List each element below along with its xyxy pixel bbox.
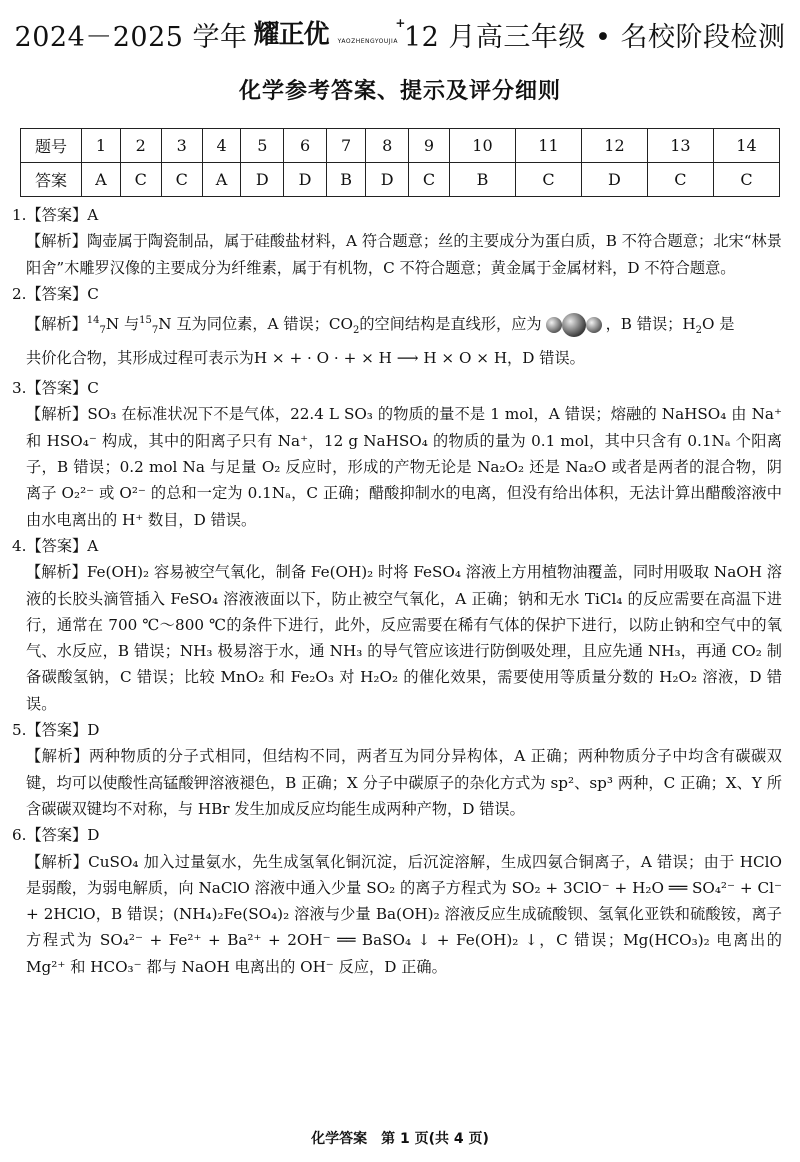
table-cell: 13 [647, 129, 713, 163]
table-cell: 11 [515, 129, 581, 163]
logo-sub-text: YAOZHENGYOUJIA [337, 37, 398, 45]
question-2 [12, 281, 782, 375]
table-cell: 14 [713, 129, 779, 163]
table-cell: B [326, 163, 365, 197]
solutions-body [12, 202, 782, 980]
table-cell: D [241, 163, 284, 197]
atomic-number: 7 [151, 325, 159, 337]
brand-logo [253, 15, 406, 50]
header-year: 2024－2025 学年 [14, 21, 248, 53]
table-cell: D [284, 163, 327, 197]
table-cell: A [202, 163, 241, 197]
explanation: 【解析】CuSO₄ 加入过量氨水，先生成氢氧化铜沉淀，后沉淀溶解，生成四氨合铜离子，A 错误；由于 HClO 是弱酸，为弱电解质，向 NaClO 溶液中通入少量 SO₂ 的离子方程式为 SO₂ + 3ClO⁻ + H₂O ══ SO₄²⁻ + Cl⁻ + 2HClO，B 错误；(NH₄)₂Fe(SO₄)₂ 溶液与少量 Ba(OH)₂ 溶液反应生成硫酸钡、氢氧化亚铁和硫酸铵，离子方程式为 SO₄²⁻ + Fe²⁺ + Ba²⁺ + 2OH⁻ ══ BaSO₄ ↓ + Fe(OH)₂ ↓，C 错误；Mg(HCO₃)₂ 电离出的 Mg²⁺ 和 HCO₃⁻ 都与 NaOH 电离出的 OH⁻ 反应，D 正确。 [26, 852, 782, 976]
table-cell: C [515, 163, 581, 197]
explanation-text: O 是 [701, 315, 735, 334]
explanation-continued: 共价化合物，其形成过程可表示为H × + · O · + × H ⟶ H × O × H，D 错误。 [26, 349, 585, 368]
table-cell: 10 [449, 129, 515, 163]
answer-table [20, 128, 780, 197]
answer-line: 3.【答案】C [12, 379, 99, 398]
table-cell: 5 [241, 129, 284, 163]
table-cell: D [581, 163, 647, 197]
table-cell: 1 [82, 129, 121, 163]
explanation-text: N 与 [105, 315, 140, 334]
table-cell: 3 [161, 129, 202, 163]
explanation: 【解析】SO₃ 在标准状况下不是气体，22.4 L SO₃ 的物质的量不是 1 mol，A 错误；熔融的 NaHSO₄ 由 Na⁺ 和 HSO₄⁻ 构成，其中的阳离子只有 Na⁺，12 g NaHSO₄ 的物质的量为 0.1 mol，其中只含有 0.1Nₐ 个阳离子，B 错误；0.2 mol Na 与足量 O₂ 反应时，形成的产物无论是 Na₂O₂ 还是 Na₂O 或者是两者的混合物，阴离子 O₂²⁻ 或 O²⁻ 的总和一定为 0.1Nₐ，C 正确；醋酸抑制水的电离，但没有给出体积，无法计算出醋酸溶液中由水电离出的 H⁺ 数目，D 错误。 [26, 405, 782, 529]
explanation-text: N 互为同位素，A 错误；CO [158, 315, 353, 334]
exam-header [14, 14, 786, 54]
table-row-numbers [21, 129, 780, 163]
explanation-text: ，B 错误；H [605, 315, 696, 334]
table-row-answers [21, 163, 780, 197]
table-cell: C [409, 163, 450, 197]
explanation [12, 307, 782, 341]
table-cell: 12 [581, 129, 647, 163]
table-cell: A [82, 163, 121, 197]
question-6 [12, 822, 782, 980]
question-5 [12, 717, 782, 822]
table-cell: 9 [409, 129, 450, 163]
mass-number: 14 [86, 315, 100, 327]
answer-line: 1.【答案】A [12, 206, 99, 224]
table-cell: D [366, 163, 409, 197]
explanation: 【解析】两种物质的分子式相同，但结构不同，两者互为同分异构体，A 正确；两种物质分子中均含有碳碳双键，均可以使酸性高锰酸钾溶液褪色，B 正确；X 分子中碳原子的杂化方式为 sp²、sp³ 两种，C 正确；X、Y 所含碳碳双键均不对称，与 HBr 发生加成反应均能生成两种产物，D 错误。 [26, 747, 782, 818]
table-cell: 7 [326, 129, 365, 163]
answer-line: 6.【答案】D [12, 826, 100, 845]
row-label-question: 题号 [21, 129, 82, 163]
explanation: 【解析】陶壶属于陶瓷制品，属于硅酸盐材料，A 符合题意；丝的主要成分为蛋白质，B 不符合题意；北宋“林景阳舍”木雕罗汉像的主要成分为纤维素，属于有机物，C 不符合题意；黄金属于金属材料，D 不符合题意。 [26, 232, 782, 277]
logo-main-text: 耀正优 [253, 19, 329, 50]
table-cell: C [647, 163, 713, 197]
co2-molecule-icon [544, 312, 604, 338]
question-1 [12, 202, 782, 281]
table-cell: 2 [120, 129, 161, 163]
answer-line: 4.【答案】A [12, 536, 99, 555]
table-cell: C [120, 163, 161, 197]
mass-number: 15 [139, 315, 152, 327]
table-cell: C [713, 163, 779, 197]
table-cell: 4 [202, 129, 241, 163]
subscript: 2 [352, 325, 360, 337]
answer-line: 5.【答案】D [12, 721, 100, 740]
subscript: 2 [695, 325, 702, 337]
explanation: 【解析】Fe(OH)₂ 容易被空气氧化，制备 Fe(OH)₂ 时将 FeSO₄ 溶液上方用植物油覆盖，同时用吸取 NaOH 溶液的长胶头滴管插入 FeSO₄ 溶液液面以下，防止被空气氧化，A 正确；钠和无水 TiCl₄ 的反应需要在高温下进行，通常在 700 ℃～800 ℃的条件下进行，此外，反应需要在稀有气体的保护下进行，以防止钠和空气中的氧气、水反应，B 错误；NH₃ 极易溶于水，通 NH₃ 的导气管应该进行防倒吸处理，且应先通 NH₃，再通 CO₂ 制备碳酸氢钠，C 错误；比较 MnO₂ 和 Fe₂O₃ 对 H₂O₂ 的催化效果，需要使用等质量分数的 H₂O₂ 溶液，D 错误。 [26, 563, 782, 713]
page-footer: 化学答案 第 1 页(共 4 页) [311, 1131, 489, 1147]
table-cell: 6 [284, 129, 327, 163]
explanation-text: 的空间结构是直线形，应为 [359, 315, 542, 334]
explanation-label: 【解析】 [26, 315, 87, 334]
table-cell: C [161, 163, 202, 197]
table-cell: B [449, 163, 515, 197]
header-exam: 12 月高三年级 • 名校阶段检测 [403, 21, 786, 53]
question-4 [12, 533, 782, 717]
table-cell: 8 [366, 129, 409, 163]
logo-plus-icon: + [395, 15, 406, 30]
row-label-answer: 答案 [21, 163, 82, 197]
answer-line: 2.【答案】C [12, 284, 99, 303]
atomic-number: 7 [99, 325, 106, 337]
question-3 [12, 375, 782, 533]
page-title: 化学参考答案、提示及评分细则 [238, 79, 561, 104]
